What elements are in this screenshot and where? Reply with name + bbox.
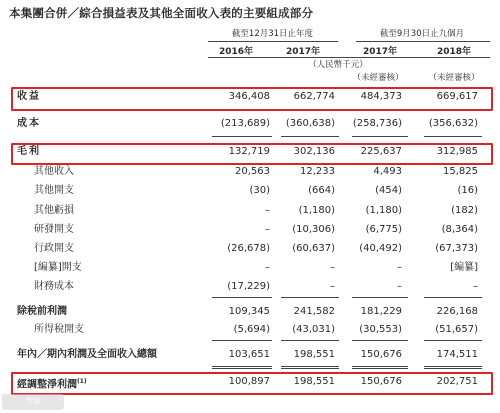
table-row bbox=[0, 89, 500, 105]
subtotal-rule bbox=[212, 136, 272, 137]
value-2016: 109,345 bbox=[228, 306, 270, 317]
row-label: 毛利 bbox=[17, 146, 41, 157]
year-header: 2018年 bbox=[436, 47, 472, 57]
value-9m-2018: 312,985 bbox=[436, 146, 478, 157]
footnote-marker: (1) bbox=[77, 378, 87, 385]
table-row bbox=[0, 144, 500, 160]
subtotal-rule bbox=[281, 297, 339, 298]
subtotal-rule bbox=[212, 340, 272, 341]
value-9m-2018: [編纂] bbox=[450, 262, 478, 273]
row-label: 其他收入 bbox=[34, 166, 74, 177]
value-2017: (664) bbox=[308, 185, 335, 196]
row-label: 行政開支 bbox=[34, 243, 74, 254]
value-2017: (360,638) bbox=[285, 118, 335, 129]
watermark-logo: 雪球 bbox=[2, 394, 64, 410]
value-9m-2017: 4,493 bbox=[373, 166, 402, 177]
row-label: 其他虧損 bbox=[34, 205, 74, 216]
row-label bbox=[17, 374, 87, 393]
total-rule bbox=[212, 368, 272, 369]
table-row bbox=[0, 183, 500, 199]
value-2016: 346,408 bbox=[228, 91, 270, 102]
subtotal-rule bbox=[352, 340, 408, 341]
value-2016: (26,678) bbox=[227, 243, 270, 254]
value-2017: (10,306) bbox=[292, 224, 335, 235]
total-rule bbox=[352, 366, 408, 367]
table-row bbox=[0, 116, 500, 132]
value-2017: 12,233 bbox=[300, 166, 335, 177]
header-rule bbox=[208, 41, 338, 42]
value-9m-2017: 181,229 bbox=[360, 306, 402, 317]
total-rule bbox=[281, 366, 339, 367]
row-label: 財務成本 bbox=[34, 281, 74, 292]
value-9m-2017: (40,492) bbox=[359, 243, 402, 254]
table-row bbox=[0, 279, 500, 295]
subtotal-rule bbox=[424, 136, 482, 137]
row-label: 研發開支 bbox=[34, 224, 74, 235]
value-9m-2018: (51,657) bbox=[435, 324, 478, 335]
table-row bbox=[0, 374, 500, 390]
year-header: 2016年 bbox=[218, 47, 254, 57]
row-label: 所得稅開支 bbox=[34, 324, 84, 335]
value-9m-2018: (67,373) bbox=[435, 243, 478, 254]
table-row bbox=[0, 164, 500, 180]
table-row bbox=[0, 304, 500, 320]
subtotal-rule bbox=[281, 136, 339, 137]
value-2016: 132,719 bbox=[228, 146, 270, 157]
total-rule bbox=[424, 368, 482, 369]
value-2017: 241,582 bbox=[293, 306, 335, 317]
value-2016: (5,694) bbox=[233, 324, 270, 335]
value-9m-2017: – bbox=[397, 262, 402, 273]
value-2017: – bbox=[330, 262, 335, 273]
value-9m-2017: 150,676 bbox=[360, 349, 402, 360]
unaudited-note: （未經審核） bbox=[352, 73, 404, 83]
value-2017: (1,180) bbox=[298, 205, 335, 216]
subtotal-rule bbox=[424, 340, 482, 341]
value-9m-2017: (1,180) bbox=[365, 205, 402, 216]
value-9m-2018: 669,617 bbox=[436, 91, 478, 102]
value-9m-2018: (16) bbox=[457, 185, 478, 196]
value-9m-2017: 484,373 bbox=[360, 91, 402, 102]
total-rule bbox=[424, 366, 482, 367]
value-2017: (60,637) bbox=[292, 243, 335, 254]
value-9m-2018: – bbox=[473, 281, 478, 292]
table-row bbox=[0, 322, 500, 338]
subtotal-rule bbox=[352, 136, 408, 137]
total-rule bbox=[352, 368, 408, 369]
subtotal-rule bbox=[281, 340, 339, 341]
year-header: 2017年 bbox=[362, 47, 398, 57]
value-9m-2018: 15,825 bbox=[443, 166, 478, 177]
value-9m-2017: (454) bbox=[375, 185, 402, 196]
total-rule bbox=[212, 366, 272, 367]
value-2017: 662,774 bbox=[293, 91, 335, 102]
value-2016: 20,563 bbox=[235, 166, 270, 177]
row-label: 收益 bbox=[17, 91, 41, 102]
value-9m-2017: (258,736) bbox=[352, 118, 402, 129]
value-2016: – bbox=[265, 205, 270, 216]
value-9m-2017: (6,775) bbox=[365, 224, 402, 235]
subtotal-rule bbox=[212, 297, 272, 298]
row-label: [編纂]開支 bbox=[34, 262, 82, 273]
value-9m-2018: 202,751 bbox=[436, 376, 478, 387]
value-2017: (43,031) bbox=[292, 324, 335, 335]
currency-note: （人民幣千元） bbox=[308, 60, 368, 70]
value-2016: (17,229) bbox=[227, 281, 270, 292]
row-label-text: 經調整淨利潤 bbox=[17, 379, 77, 391]
value-9m-2017: (30,553) bbox=[359, 324, 402, 335]
period-header-annual: 截至12月31日止年度 bbox=[231, 29, 314, 39]
table-title: 本集團合併／綜合損益表及其他全面收入表的主要組成部分 bbox=[9, 6, 314, 20]
header-rule bbox=[356, 41, 490, 42]
table-row bbox=[0, 222, 500, 238]
subtotal-rule bbox=[424, 297, 482, 298]
value-9m-2018: 174,511 bbox=[436, 349, 478, 360]
value-2016: 103,651 bbox=[228, 349, 270, 360]
table-row bbox=[0, 347, 500, 363]
value-9m-2018: (182) bbox=[451, 205, 478, 216]
subtotal-rule bbox=[352, 297, 408, 298]
value-9m-2017: – bbox=[397, 281, 402, 292]
value-9m-2018: 226,168 bbox=[436, 306, 478, 317]
value-2017: – bbox=[330, 281, 335, 292]
unaudited-note: （未經審核） bbox=[428, 73, 480, 83]
year-header: 2017年 bbox=[285, 47, 321, 57]
value-2016: – bbox=[265, 224, 270, 235]
value-2016: (30) bbox=[249, 185, 270, 196]
value-2017: 198,551 bbox=[293, 376, 335, 387]
value-2016: (213,689) bbox=[220, 118, 270, 129]
value-2017: 302,136 bbox=[293, 146, 335, 157]
table-row bbox=[0, 260, 500, 276]
value-2016: – bbox=[265, 262, 270, 273]
value-2017: 198,551 bbox=[293, 349, 335, 360]
table-row bbox=[0, 203, 500, 219]
value-9m-2017: 225,637 bbox=[360, 146, 402, 157]
value-2016: 100,897 bbox=[228, 376, 270, 387]
value-9m-2018: (8,364) bbox=[441, 224, 478, 235]
period-header-nine-months: 截至9月30日止九個月 bbox=[379, 29, 465, 39]
value-9m-2017: 150,676 bbox=[360, 376, 402, 387]
row-label: 年內／期內利潤及全面收入總額 bbox=[17, 349, 157, 360]
row-label: 成本 bbox=[17, 118, 41, 129]
table-row bbox=[0, 241, 500, 257]
row-label: 其他開支 bbox=[34, 185, 74, 196]
total-rule bbox=[281, 368, 339, 369]
value-9m-2018: (356,632) bbox=[428, 118, 478, 129]
row-label: 除稅前利潤 bbox=[17, 306, 67, 317]
